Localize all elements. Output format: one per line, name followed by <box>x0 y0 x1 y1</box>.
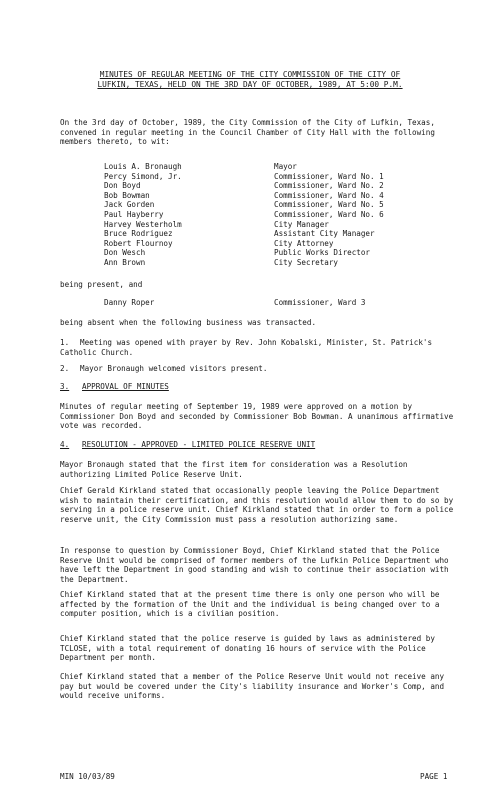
member-name: Jack Gorden <box>104 200 155 210</box>
resolution-paragraph: Chief Gerald Kirkland stated that occasionally people leaving the Police Department wish to maintain their certification, and this resolution would allow them to do so by serving in a police reserve unit. Chief Kirkland stated that in order to form a police reserve unit, the City Commission must pass a resolution authorizing same. <box>60 486 454 524</box>
member-role: Commissioner, Ward No. 1 <box>274 171 384 181</box>
member-role: Public Works Director <box>274 248 371 258</box>
member-name: Bob Bowman <box>104 190 150 200</box>
section-number: 4. <box>60 440 70 449</box>
absent-name: Danny Roper <box>104 298 155 307</box>
present-text: being present, and <box>60 280 143 289</box>
member-name: Harvey Westerholm <box>104 219 182 229</box>
title-line-2: LUFKIN, TEXAS, HELD ON THE 3RD DAY OF OCTOBER, 1989, AT 5:00 P.M. <box>97 80 403 89</box>
title-line-1: MINUTES OF REGULAR MEETING OF THE CITY COMMISSION OF THE CITY OF <box>99 70 401 79</box>
roster-row <box>104 239 384 249</box>
item-text: Meeting was opened with prayer by Rev. John Kobalski, Minister, St. Patrick's Catholic Church. <box>60 338 433 357</box>
roster-row <box>104 181 384 191</box>
roster-row <box>104 210 384 220</box>
member-name: Robert Flournoy <box>104 238 173 248</box>
item-text: Mayor Bronaugh welcomed visitors present. <box>80 364 268 373</box>
roster-row <box>104 248 384 258</box>
member-name: Paul Hayberry <box>104 209 164 219</box>
resolution-paragraph: Chief Kirkland stated that a member of the Police Reserve Unit would not receive any pay but would be covered under the City's liability insurance and Worker's Comp, and would receive uniforms. <box>60 672 445 701</box>
resolution-paragraph: Chief Kirkland stated that at the present time there is only one person who will be affected by the formation of the Unit and the individual is being changed over to a computer position, which is a civilian position. <box>60 590 440 619</box>
roster-row <box>104 172 384 182</box>
member-name: Bruce Rodriguez <box>104 229 173 239</box>
absent-member <box>104 298 365 308</box>
member-name: Don Boyd <box>104 181 141 191</box>
member-name: Don Wesch <box>104 248 146 258</box>
absent-text: being absent when the following business was transacted. <box>60 318 317 327</box>
minutes-approval-paragraph: Minutes of regular meeting of September 19, 1989 were approved on a motion by Commissioner Don Boyd and seconded by Commissioner Bob Bowman. A unanimous affirmative vote was recorded. <box>60 402 454 431</box>
item-number: 2. <box>60 364 70 373</box>
roster-row <box>104 229 384 239</box>
document-title <box>60 70 440 90</box>
roster-row <box>104 200 384 210</box>
roster-row <box>104 258 384 268</box>
roster-row <box>104 191 384 201</box>
resolution-paragraph: In response to question by Commissioner Boyd, Chief Kirkland stated that the Police Reserve Unit would be comprised of former members of the Lufkin Police Department who have left the Department in good standing and wish to continue their association with the Department. <box>60 546 449 584</box>
section-title: RESOLUTION - APPROVED - LIMITED POLICE RESERVE UNIT <box>82 440 316 449</box>
item-number: 1. <box>60 338 70 347</box>
member-role: Commissioner, Ward No. 4 <box>274 190 384 200</box>
member-name: Louis A. Bronaugh <box>104 162 182 171</box>
member-name: Percy Simond, Jr. <box>104 171 182 181</box>
section-heading-minutes <box>60 382 169 392</box>
member-role: City Secretary <box>274 257 339 267</box>
agenda-item-welcome <box>60 364 460 374</box>
member-name: Ann Brown <box>104 257 146 267</box>
resolution-paragraph: Mayor Bronaugh stated that the first item for consideration was a Resolution authorizing Limited Police Reserve Unit. <box>60 460 408 479</box>
member-role: Commissioner, Ward No. 6 <box>274 209 384 219</box>
member-role: Mayor <box>274 162 297 171</box>
member-role: Commissioner, Ward No. 5 <box>274 200 384 210</box>
roster-row <box>104 162 384 172</box>
section-heading-resolution <box>60 440 315 450</box>
member-role: City Attorney <box>274 238 334 248</box>
absent-role: Commissioner, Ward 3 <box>274 298 366 307</box>
resolution-paragraph: Chief Kirkland stated that the police reserve is guided by laws as administered by TCLOSE, with a total requirement of donating 16 hours of service with the Police Department per month. <box>60 634 435 663</box>
footer-minutes-date: MIN 10/03/89 <box>60 772 115 781</box>
intro-paragraph: On the 3rd day of October, 1989, the City Commission of the City of Lufkin, Texas, convened in regular meeting in the Council Chamber of City Hall with the following members thereto, to wit: <box>60 118 435 147</box>
member-role: Assistant City Manager <box>274 229 375 239</box>
section-title: APPROVAL OF MINUTES <box>82 382 169 391</box>
member-role: City Manager <box>274 219 329 229</box>
attendance-roster <box>104 162 384 268</box>
agenda-item-prayer <box>60 338 460 357</box>
section-number: 3. <box>60 382 70 391</box>
member-role: Commissioner, Ward No. 2 <box>274 181 384 191</box>
roster-row <box>104 220 384 230</box>
footer-page-number: PAGE 1 <box>420 772 448 781</box>
